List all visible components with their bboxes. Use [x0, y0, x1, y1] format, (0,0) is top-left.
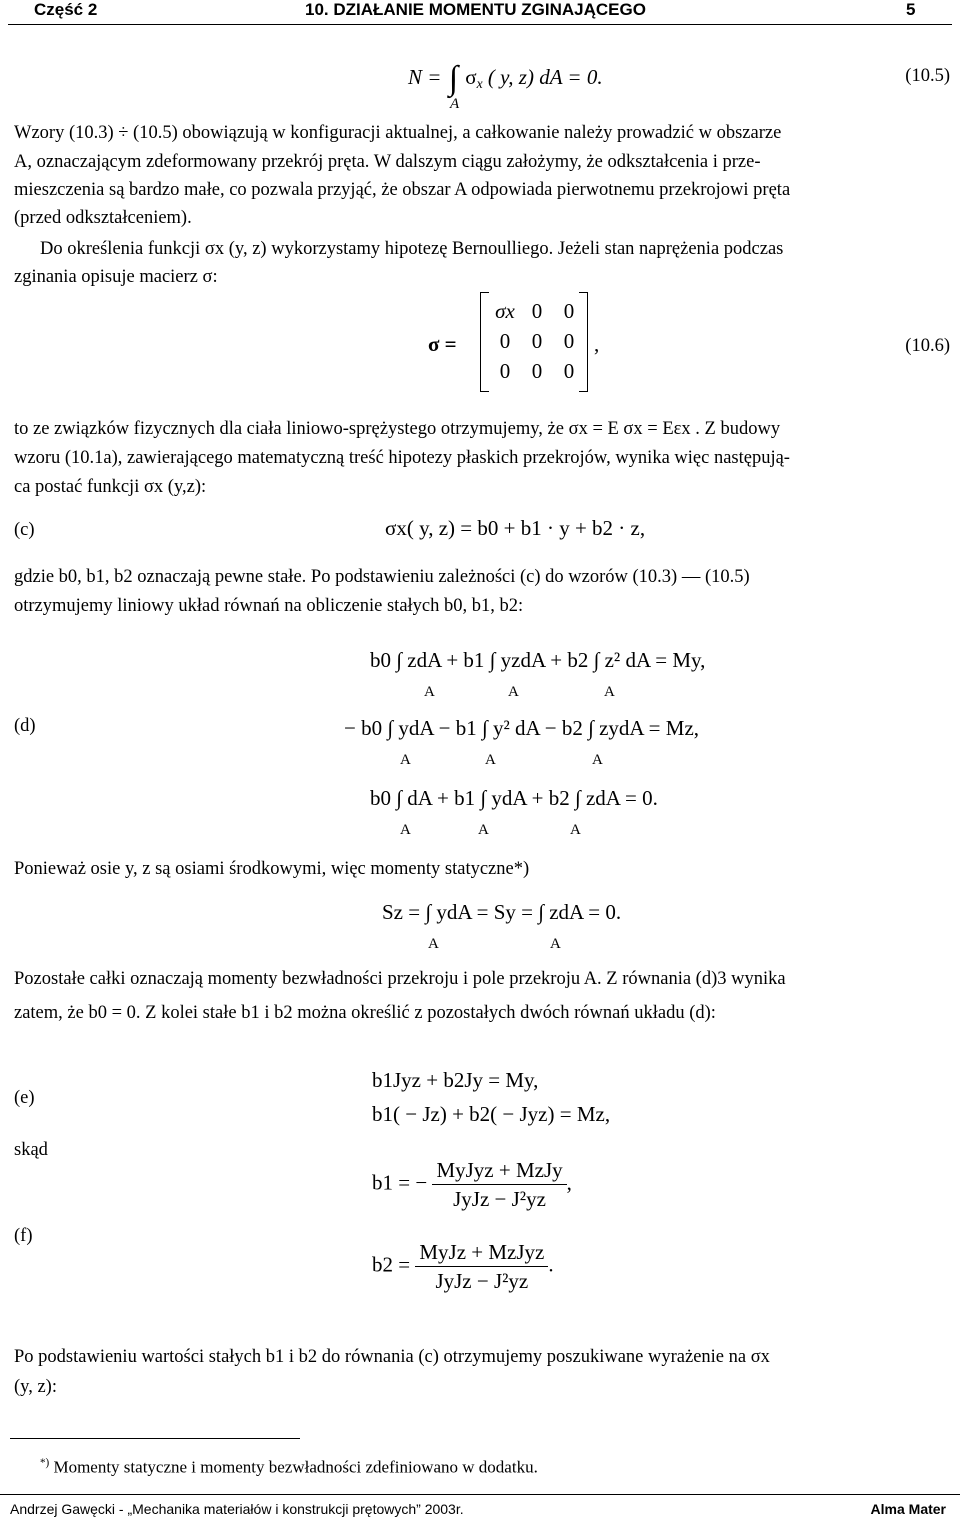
integral-domain: A	[400, 822, 411, 838]
footnote-text: Momenty statyczne i momenty bezwładności zdefiniowano w dodatku.	[53, 1457, 538, 1477]
para3-line: ca postać funkcji σx (y,z):	[14, 477, 207, 497]
matrix-cell: 0	[563, 328, 575, 353]
b2-denominator: JyJz − J²yz	[435, 1269, 529, 1293]
eq-label-d: (d)	[14, 716, 36, 736]
b2-fraction	[415, 1240, 548, 1293]
b2-trail: .	[548, 1252, 554, 1277]
b2-numerator: MyJz + MzJyz	[415, 1240, 548, 1267]
b1-trail: ,	[566, 1170, 572, 1195]
footer-author: Andrzej Gawęcki - „Mechanika materiałów i konstrukcji prętowych” 2003r.	[10, 1501, 464, 1517]
matrix-lhs: σ =	[428, 332, 457, 356]
footer-publisher: Alma Mater	[870, 1501, 946, 1517]
equation-d-row2: − b0 ∫ ydA − b1 ∫ y² dA − b2 ∫ zydA = Mz,	[344, 716, 700, 740]
integral-domain: A	[570, 822, 581, 838]
matrix-cell: 0	[563, 298, 575, 323]
integral-sign: ∫	[448, 60, 459, 97]
para3-line: wzoru (10.1a), zawierającego matematyczną treść hipotezy płaskich przekrojów, wynika więc następują-	[14, 448, 790, 468]
integral-domain: A	[450, 96, 460, 112]
integral-domain: A	[424, 684, 435, 700]
integral-domain: A	[485, 752, 496, 768]
integral-domain: A	[550, 936, 561, 952]
equation-e-row2: b1( − Jz) + b2( − Jyz) = Mz,	[372, 1102, 611, 1126]
b1-fraction	[432, 1158, 566, 1211]
sigma-symbol: σ	[465, 65, 477, 89]
para2-line: Do określenia funkcji σx (y, z) wykorzystamy hipotezę Bernoulliego. Jeżeli stan naprężenia podczas	[40, 239, 784, 259]
header-rule	[8, 24, 952, 25]
matrix-trail: ,	[594, 332, 600, 356]
para1-line: mieszczenia są bardzo małe, co pozwala przyjąć, że obszar A odpowiada pierwotnemu przekrojowi pręta	[14, 180, 791, 200]
stress-matrix	[480, 292, 588, 392]
para1-line: Wzory (10.3) ÷ (10.5) obowiązują w konfiguracji aktualnej, a całkowanie należy prowadzić w obszarze	[14, 123, 782, 143]
integral-domain: A	[592, 752, 603, 768]
eq-label-e: (e)	[14, 1088, 35, 1108]
b1-denominator: JyJz − J²yz	[453, 1187, 546, 1211]
para3-line: to ze związków fizycznych dla ciała liniowo-sprężystego otrzymujemy, że σx = E σx = Eεx . Z budowy	[14, 419, 781, 439]
eq-label-c: (c)	[14, 520, 35, 540]
integral-domain: A	[478, 822, 489, 838]
matrix-cell: 0	[531, 328, 543, 353]
integral-domain: A	[428, 936, 439, 952]
equation-d-row1: b0 ∫ zdA + b1 ∫ yzdA + b2 ∫ z² dA = My,	[370, 648, 706, 672]
b1-numerator: MyJyz + MzJy	[432, 1158, 566, 1185]
matrix-cell: σx	[495, 298, 515, 323]
equation-f-b2	[372, 1240, 554, 1293]
page-header	[0, 0, 960, 24]
footnote-rule	[10, 1438, 300, 1439]
matrix-cell: 0	[531, 358, 543, 383]
para7-line: Po podstawieniu wartości stałych b1 i b2 do równania (c) otrzymujemy poszukiwane wyrażenie na σx	[14, 1347, 770, 1367]
eq-label-f: (f)	[14, 1226, 33, 1246]
equation-c: σx( y, z) = b0 + b1 · y + b2 · z,	[385, 516, 646, 540]
integral-domain: A	[604, 684, 615, 700]
matrix-cell: 0	[531, 298, 543, 323]
page-footer	[0, 1494, 960, 1520]
equation-e-row1: b1Jyz + b2Jy = My,	[372, 1068, 539, 1092]
header-chapter: 10. DZIAŁANIE MOMENTU ZGINAJĄCEGO	[305, 0, 646, 19]
text-skad: skąd	[14, 1140, 48, 1160]
b2-lhs: b2 =	[372, 1252, 411, 1277]
para7-line: (y, z):	[14, 1377, 57, 1397]
para5: Ponieważ osie y, z są osiami środkowymi, więc momenty statyczne*)	[14, 859, 530, 879]
matrix-cell: 0	[499, 358, 511, 383]
equation-10-5	[408, 62, 603, 96]
eq-args: ( y, z) dA = 0.	[487, 65, 603, 89]
para6-line: zatem, że b0 = 0. Z kolei stałe b1 i b2 można określić z pozostałych dwóch równań układu (d):	[14, 1003, 716, 1023]
footnote	[40, 1452, 538, 1479]
footnote-mark: *)	[40, 1457, 50, 1469]
equation-f-b1	[372, 1158, 572, 1211]
para1-line: (przed odkształceniem).	[14, 208, 192, 228]
equation-number: (10.6)	[905, 336, 950, 356]
integral-domain: A	[508, 684, 519, 700]
header-page-number: 5	[906, 0, 916, 19]
para2-line: zginania opisuje macierz σ:	[14, 267, 218, 287]
equation-d-row3: b0 ∫ dA + b1 ∫ ydA + b2 ∫ zdA = 0.	[370, 786, 658, 810]
para6-line: Pozostałe całki oznaczają momenty bezwładności przekroju i pole przekroju A. Z równania (d)3 wynika	[14, 969, 786, 989]
matrix-cell: 0	[499, 328, 511, 353]
para4-line: gdzie b0, b1, b2 oznaczają pewne stałe. Po podstawieniu zależności (c) do wzorów (10.3) — (10.5)	[14, 567, 750, 587]
eq-lhs: N =	[408, 65, 442, 89]
matrix-cell: 0	[563, 358, 575, 383]
para4-line: otrzymujemy liniowy układ równań na obliczenie stałych b0, b1, b2:	[14, 596, 524, 616]
equation-number: (10.5)	[905, 66, 950, 86]
integral-domain: A	[400, 752, 411, 768]
header-part: Część 2	[34, 0, 98, 19]
b1-lhs: b1 = −	[372, 1170, 428, 1195]
static-moments-equation: Sz = ∫ ydA = Sy = ∫ zdA = 0.	[382, 900, 622, 924]
para1-line: A, oznaczającym zdeformowany przekrój pręta. W dalszym ciągu założymy, że odkształcenia i prze-	[14, 152, 761, 172]
subscript: x	[476, 76, 483, 91]
